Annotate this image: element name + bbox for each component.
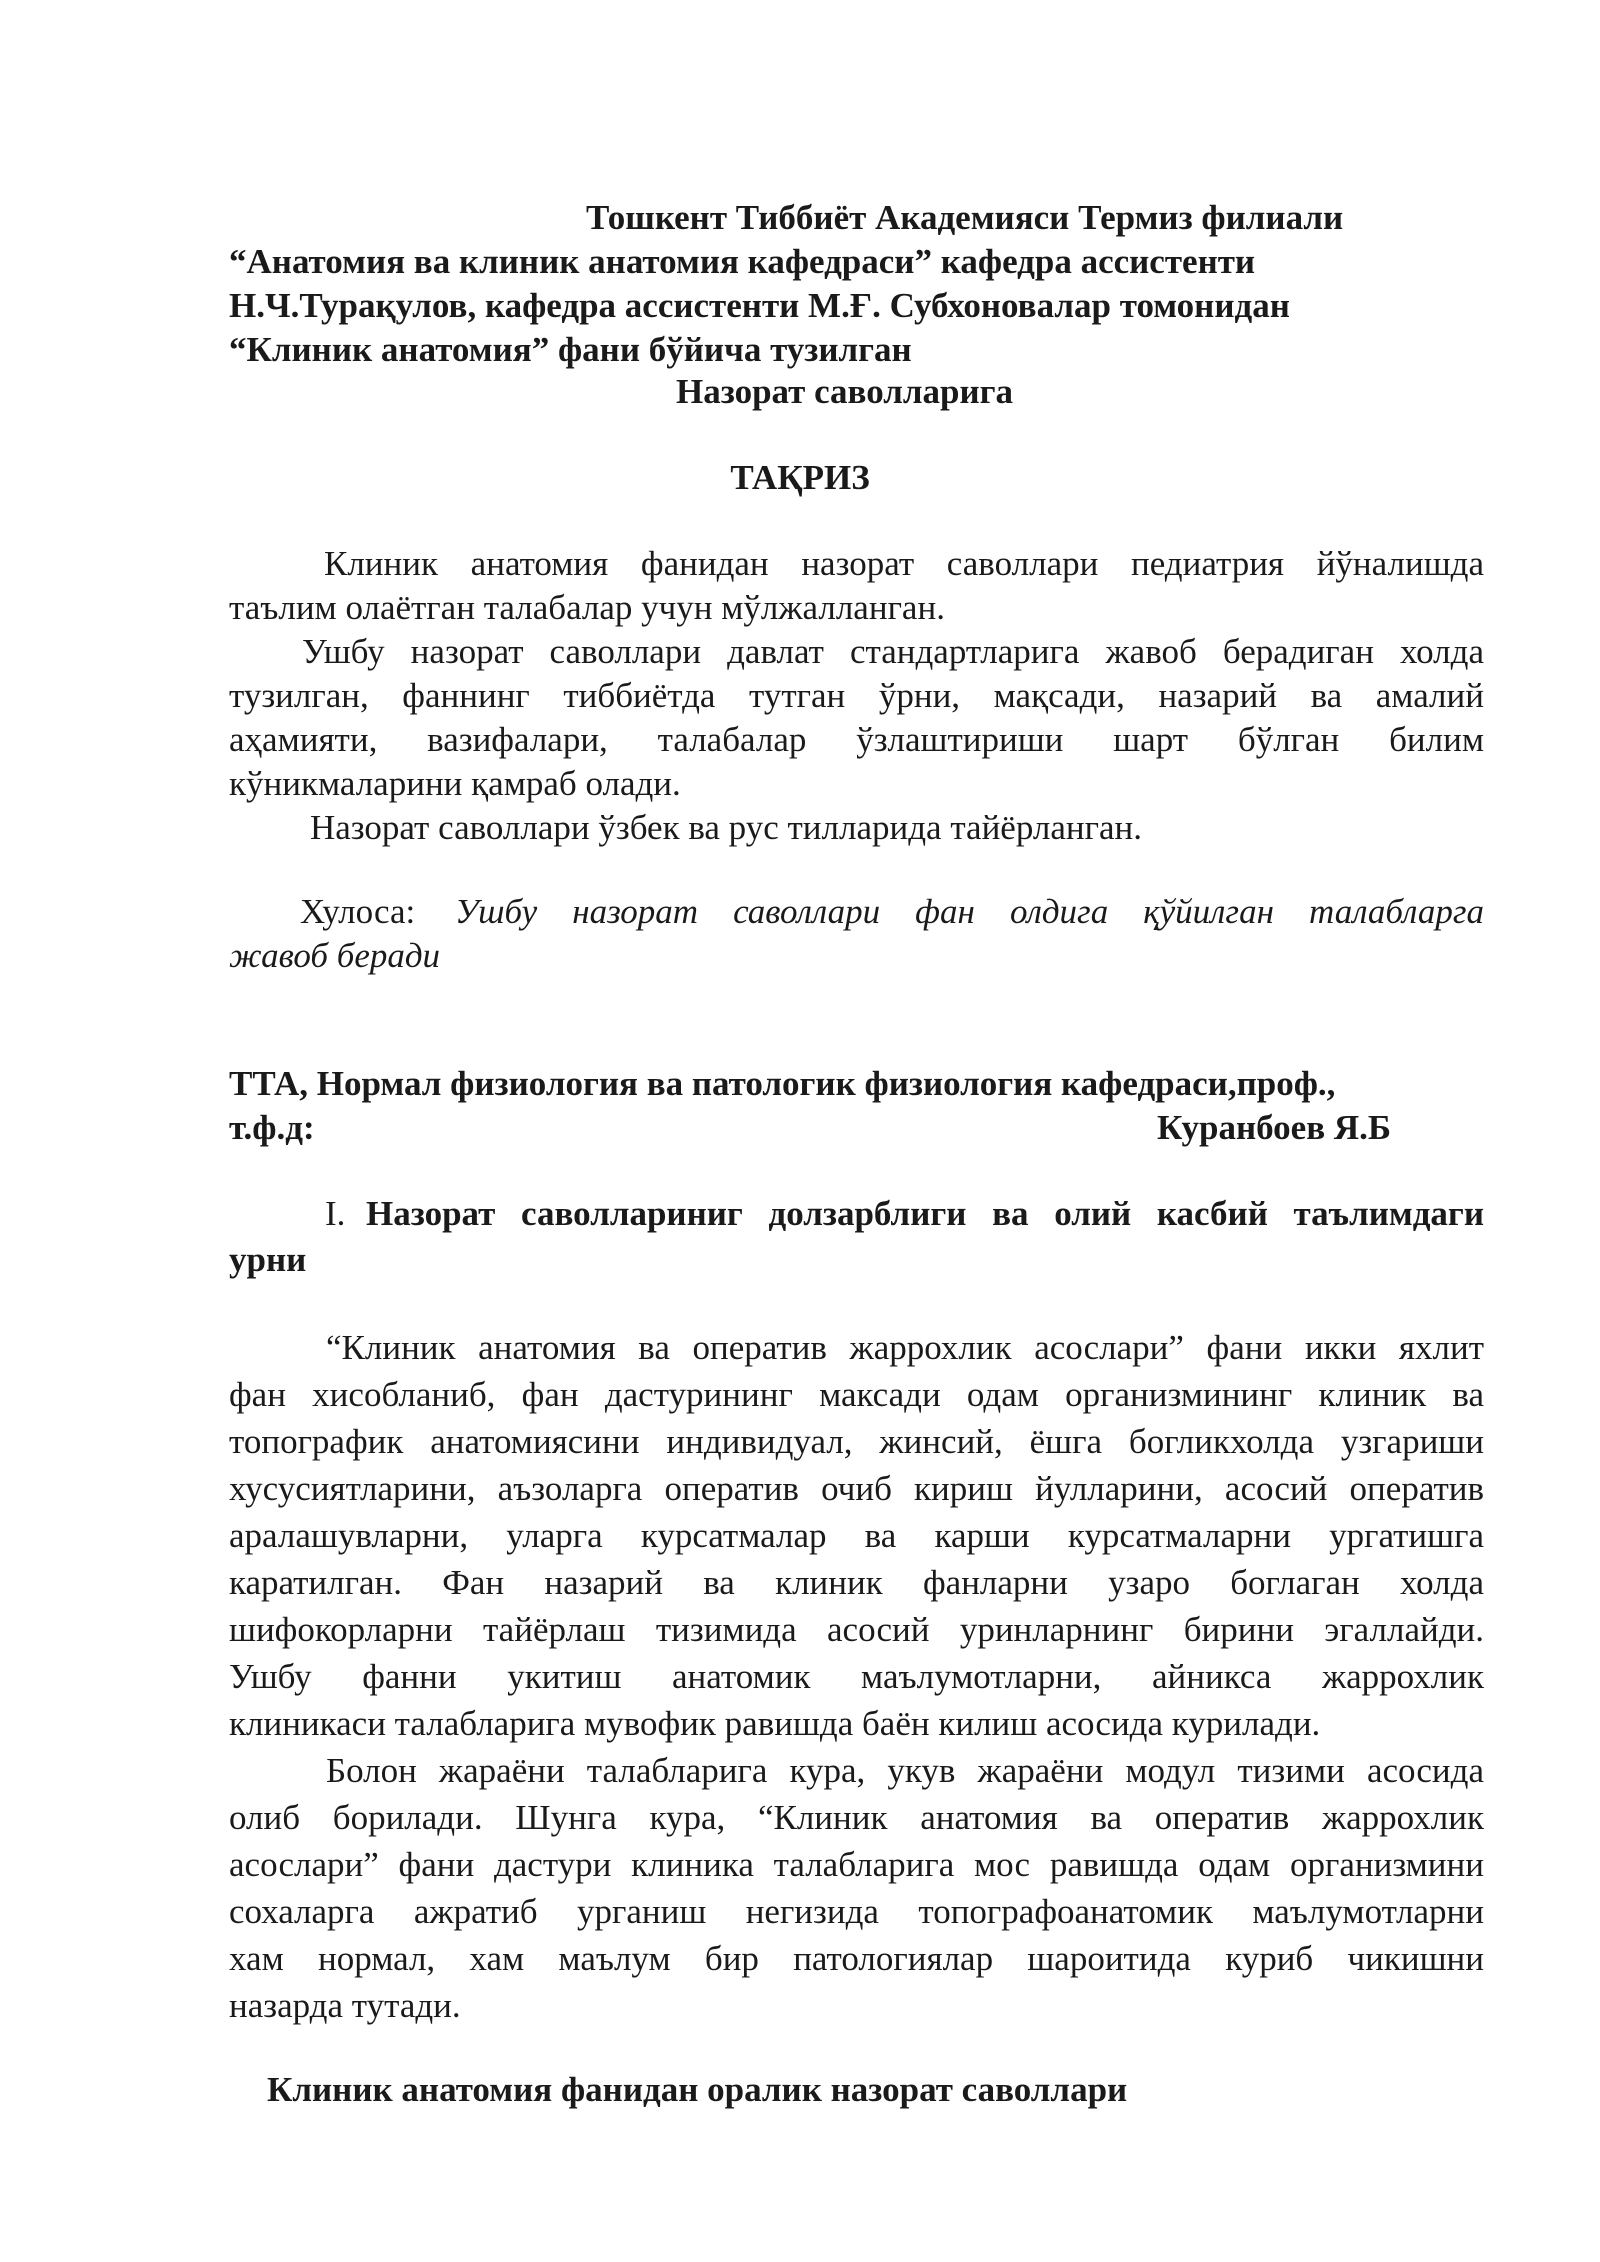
review-p1-line-2: таълим олаётган талабалар учун мўлжалланган. bbox=[229, 588, 945, 627]
section-p2-line-1: Болон жараёни талабларига кура, укув жараёни модул тизими асосида bbox=[326, 1751, 1484, 1790]
review-p2-line-1: Ушбу назорат саволлари давлат стандартларига жавоб берадиган холда bbox=[302, 632, 1484, 671]
section-2-title: Клиник анатомия фанидан оралик назорат саволлари bbox=[267, 2070, 1128, 2109]
section-number: I. bbox=[325, 1194, 346, 1233]
header-line-4: “Клиник анатомия” фани бўйича тузилган bbox=[229, 330, 912, 369]
signature-line-1: ТТА, Нормал физиология ва патологик физиология кафедраси,проф., bbox=[229, 1064, 1336, 1103]
review-p3: Назорат саволлари ўзбек ва рус тилларида тайёрланган. bbox=[310, 808, 1142, 847]
header-line-2: “Анатомия ва клиник анатомия кафедраси” кафедра ассистенти bbox=[229, 242, 1256, 281]
section-p1-line-1: “Клиник анатомия ва оператив жаррохлик асослари” фани икки яхлит bbox=[326, 1328, 1484, 1367]
conclusion-text-line-2: жавоб беради bbox=[229, 936, 441, 975]
review-p2-line-4: кўникмаларини қамраб олади. bbox=[229, 764, 681, 803]
signature-degree: т.ф.д: bbox=[229, 1108, 315, 1147]
section-p1-line-8: Ушбу фанни укитиш анатомик маълумотларни, айникса жаррохлик bbox=[229, 1657, 1484, 1696]
section-p1-line-9: клиникаси талабларига мувофик равишда баён килиш асосида курилади. bbox=[229, 1704, 1321, 1743]
header-line-1: Тошкент Тиббиёт Академияси Термиз филиали bbox=[586, 198, 1344, 237]
section-p2-line-6: назарда тутади. bbox=[229, 1986, 461, 2025]
section-p1-line-5: аралашувларни, уларга курсатмалар ва карши курсатмаларни ургатишга bbox=[229, 1516, 1484, 1555]
header-line-5: Назорат саволларига bbox=[676, 372, 1014, 411]
section-p2-line-4: сохаларга ажратиб урганиш негизида топографоанатомик маълумотларни bbox=[229, 1892, 1484, 1931]
section-p1-line-4: хусусиятларини, аъзоларга оператив очиб кириш йулларини, асосий оператив bbox=[229, 1469, 1484, 1508]
review-p1-line-1: Клиник анатомия фанидан назорат саволлари педиатрия йўналишда bbox=[324, 544, 1484, 583]
section-p1-line-3: топографик анатомиясини индивидуал, жинсий, ёшга богликхолда узгариши bbox=[229, 1422, 1484, 1461]
section-p2-line-3: асослари” фани дастури клиника талабларига мос равишда одам организмини bbox=[229, 1845, 1484, 1884]
section-p1-line-7: шифокорларни тайёрлаш тизимида асосий уринларнинг бирини эгаллайди. bbox=[229, 1610, 1484, 1649]
signature-name: Куранбоев Я.Б bbox=[1157, 1108, 1392, 1147]
section-title-line-2: урни bbox=[229, 1240, 307, 1279]
section-p1-line-6: каратилган. Фан назарий ва клиник фанларни узаро боглаган холда bbox=[229, 1563, 1484, 1602]
header-line-3: Н.Ч.Турақулов, кафедра ассистенти М.Ғ. Субхоновалар томонидан bbox=[229, 286, 1290, 325]
section-title-line-1: Назорат саволлариниг долзарблиги ва олий касбий таълимдаги bbox=[366, 1194, 1484, 1233]
review-title: ТАҚРИЗ bbox=[730, 458, 870, 497]
conclusion-text-line-1: Ушбу назорат саволлари фан олдига қўйилган талабларга bbox=[455, 892, 1484, 931]
section-p1-line-2: фан хисобланиб, фан дастурининг максади одам организмининг клиник ва bbox=[229, 1375, 1484, 1414]
review-p2-line-3: аҳамияти, вазифалари, талабалар ўзлаштириши шарт бўлган билим bbox=[229, 720, 1484, 759]
section-p2-line-2: олиб борилади. Шунга кура, “Клиник анатомия ва оператив жаррохлик bbox=[229, 1798, 1484, 1837]
review-p2-line-2: тузилган, фаннинг тиббиётда тутган ўрни, мақсади, назарий ва амалий bbox=[229, 676, 1484, 715]
section-p2-line-5: хам нормал, хам маълум бир патологиялар шароитида куриб чикишни bbox=[229, 1939, 1484, 1978]
conclusion-label: Хулоса: bbox=[300, 892, 416, 931]
